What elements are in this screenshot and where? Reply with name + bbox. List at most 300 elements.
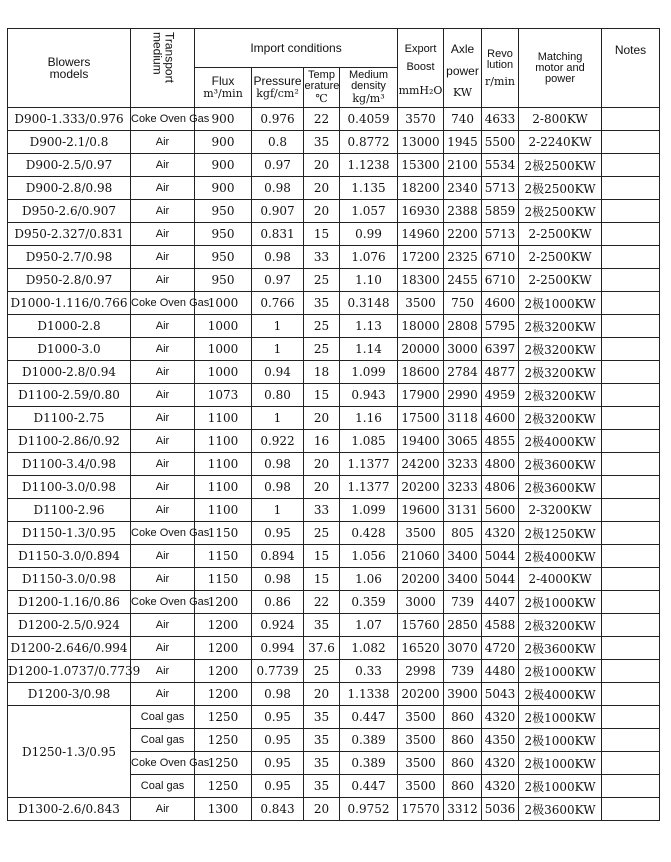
boost-cell: 18300: [398, 269, 444, 292]
model-cell: D950-2.6/0.907: [8, 200, 131, 223]
header-temperature: [304, 68, 340, 108]
flux-cell: 1250: [195, 706, 252, 729]
pressure-cell: 0.98: [252, 683, 304, 706]
power-cell: 3233: [444, 453, 482, 476]
notes-cell: [602, 131, 660, 154]
temp-cell: 22: [304, 108, 340, 131]
flux-cell: 950: [195, 269, 252, 292]
temp-cell: 25: [304, 338, 340, 361]
notes-cell: [602, 384, 660, 407]
flux-cell: 1073: [195, 384, 252, 407]
temp-cell: 35: [304, 752, 340, 775]
temp-cell: 33: [304, 246, 340, 269]
table-row: [8, 154, 660, 177]
header-axle-power: [444, 29, 482, 108]
motor-cell: 2极3200KW: [519, 338, 602, 361]
notes-cell: [602, 269, 660, 292]
motor-cell: 2极3600KW: [519, 476, 602, 499]
rev-cell: 6710: [482, 269, 519, 292]
model-cell: D1200-1.16/0.86: [8, 591, 131, 614]
power-cell: 2455: [444, 269, 482, 292]
rev-cell: 5713: [482, 223, 519, 246]
power-cell: 2325: [444, 246, 482, 269]
medium-cell: Coal gas: [131, 706, 195, 729]
flux-cell: 1200: [195, 614, 252, 637]
model-cell: D1150-1.3/0.95: [8, 522, 131, 545]
boost-cell: 16930: [398, 200, 444, 223]
rev-cell: 4480: [482, 660, 519, 683]
temp-cell: 16: [304, 430, 340, 453]
notes-cell: [602, 706, 660, 729]
pressure-cell: 0.976: [252, 108, 304, 131]
density-cell: 1.13: [340, 315, 398, 338]
notes-cell: [602, 591, 660, 614]
header-matching-motor-label: Matching motor and power: [535, 50, 585, 85]
density-cell: 1.07: [340, 614, 398, 637]
pressure-cell: 1: [252, 338, 304, 361]
header-export-boost-unit: mmH₂O: [398, 83, 443, 97]
flux-cell: 1100: [195, 430, 252, 453]
temp-cell: 35: [304, 706, 340, 729]
header-medium-density-unit: kg/m³: [352, 92, 385, 105]
flux-cell: 1250: [195, 775, 252, 798]
boost-cell: 20200: [398, 476, 444, 499]
motor-cell: 2极1000KW: [519, 706, 602, 729]
motor-cell: 2极3200KW: [519, 315, 602, 338]
temp-cell: 25: [304, 315, 340, 338]
header-revolution-unit: r/min: [485, 74, 516, 88]
medium-cell: Air: [131, 476, 195, 499]
motor-cell: 2极3600KW: [519, 798, 602, 821]
power-cell: 2784: [444, 361, 482, 384]
medium-cell: Coke Oven Gas: [131, 108, 195, 131]
power-cell: 2340: [444, 177, 482, 200]
model-cell: D1000-2.8/0.94: [8, 361, 131, 384]
flux-cell: 1000: [195, 361, 252, 384]
pressure-cell: 0.97: [252, 269, 304, 292]
model-cell: D1150-3.0/0.894: [8, 545, 131, 568]
density-cell: 0.389: [340, 729, 398, 752]
flux-cell: 950: [195, 246, 252, 269]
medium-cell: Air: [131, 246, 195, 269]
table-row: [8, 499, 660, 522]
notes-cell: [602, 476, 660, 499]
header-matching-motor: [519, 29, 602, 108]
density-cell: 0.33: [340, 660, 398, 683]
boost-cell: 19600: [398, 499, 444, 522]
temp-cell: 35: [304, 775, 340, 798]
motor-cell: 2极1000KW: [519, 752, 602, 775]
header-notes-label: Notes: [614, 43, 647, 57]
flux-cell: 900: [195, 131, 252, 154]
density-cell: 0.447: [340, 706, 398, 729]
table-row: [8, 269, 660, 292]
table-row: [8, 568, 660, 591]
temp-cell: 33: [304, 499, 340, 522]
motor-cell: 2极1250KW: [519, 522, 602, 545]
medium-cell: Air: [131, 453, 195, 476]
medium-cell: Air: [131, 177, 195, 200]
model-cell: D1150-3.0/0.98: [8, 568, 131, 591]
notes-cell: [602, 338, 660, 361]
motor-cell: 2极3600KW: [519, 637, 602, 660]
medium-cell: Air: [131, 637, 195, 660]
density-cell: 1.14: [340, 338, 398, 361]
power-cell: 2388: [444, 200, 482, 223]
power-cell: 3118: [444, 407, 482, 430]
rev-cell: 5036: [482, 798, 519, 821]
model-cell: D1100-2.96: [8, 499, 131, 522]
table-row: [8, 798, 660, 821]
motor-cell: 2-2240KW: [519, 131, 602, 154]
model-cell: D900-2.5/0.97: [8, 154, 131, 177]
table-row: [8, 292, 660, 315]
power-cell: 740: [444, 108, 482, 131]
notes-cell: [602, 683, 660, 706]
header-flux-label: Flux: [211, 74, 235, 88]
notes-cell: [602, 154, 660, 177]
temp-cell: 20: [304, 154, 340, 177]
density-cell: 1.082: [340, 637, 398, 660]
notes-cell: [602, 775, 660, 798]
pressure-cell: 0.95: [252, 729, 304, 752]
model-cell: D1300-2.6/0.843: [8, 798, 131, 821]
header-pressure-label: Pressure: [253, 74, 302, 88]
flux-cell: 1100: [195, 407, 252, 430]
table-row: [8, 476, 660, 499]
rev-cell: 4320: [482, 522, 519, 545]
density-cell: 1.1377: [340, 453, 398, 476]
pressure-cell: 0.831: [252, 223, 304, 246]
notes-cell: [602, 522, 660, 545]
pressure-cell: 0.924: [252, 614, 304, 637]
rev-cell: 4350: [482, 729, 519, 752]
motor-cell: 2-2500KW: [519, 246, 602, 269]
medium-cell: Air: [131, 683, 195, 706]
motor-cell: 2极3200KW: [519, 361, 602, 384]
power-cell: 3400: [444, 568, 482, 591]
power-cell: 805: [444, 522, 482, 545]
pressure-cell: 0.7739: [252, 660, 304, 683]
power-cell: 860: [444, 706, 482, 729]
notes-cell: [602, 568, 660, 591]
model-cell: D1100-3.4/0.98: [8, 453, 131, 476]
flux-cell: 1250: [195, 729, 252, 752]
notes-cell: [602, 729, 660, 752]
power-cell: 3065: [444, 430, 482, 453]
pressure-cell: 0.80: [252, 384, 304, 407]
rev-cell: 4600: [482, 292, 519, 315]
density-cell: 0.428: [340, 522, 398, 545]
motor-cell: 2-800KW: [519, 108, 602, 131]
density-cell: 1.085: [340, 430, 398, 453]
model-cell: D1100-3.0/0.98: [8, 476, 131, 499]
notes-cell: [602, 292, 660, 315]
motor-cell: 2极3200KW: [519, 407, 602, 430]
density-cell: 0.943: [340, 384, 398, 407]
header-export-boost: [398, 29, 444, 108]
table-row: [8, 660, 660, 683]
motor-cell: 2极1000KW: [519, 660, 602, 683]
header-flux-unit: m³/min: [203, 87, 243, 100]
medium-cell: Air: [131, 568, 195, 591]
boost-cell: 3000: [398, 591, 444, 614]
motor-cell: 2极3200KW: [519, 384, 602, 407]
density-cell: 0.389: [340, 752, 398, 775]
density-cell: 0.3148: [340, 292, 398, 315]
notes-cell: [602, 453, 660, 476]
boost-cell: 24200: [398, 453, 444, 476]
rev-cell: 4588: [482, 614, 519, 637]
temp-cell: 35: [304, 292, 340, 315]
pressure-cell: 0.994: [252, 637, 304, 660]
temp-cell: 35: [304, 614, 340, 637]
density-cell: 1.06: [340, 568, 398, 591]
pressure-cell: 1: [252, 315, 304, 338]
rev-cell: 5795: [482, 315, 519, 338]
rev-cell: 5534: [482, 154, 519, 177]
notes-cell: [602, 361, 660, 384]
medium-cell: Coke Oven Gas: [131, 522, 195, 545]
power-cell: 2808: [444, 315, 482, 338]
header-revolution-label: Revo lution: [486, 47, 514, 71]
temp-cell: 20: [304, 683, 340, 706]
pressure-cell: 0.98: [252, 476, 304, 499]
header-axle-power-unit: KW: [452, 85, 473, 99]
density-cell: 1.099: [340, 361, 398, 384]
header-pressure-unit: kgf/cm²: [256, 87, 299, 100]
temp-cell: 20: [304, 177, 340, 200]
motor-cell: 2极2500KW: [519, 154, 602, 177]
table-row: [8, 384, 660, 407]
table-row: [8, 177, 660, 200]
density-cell: 0.447: [340, 775, 398, 798]
rev-cell: 5044: [482, 568, 519, 591]
temp-cell: 25: [304, 660, 340, 683]
table-row: [8, 683, 660, 706]
motor-cell: 2极2500KW: [519, 177, 602, 200]
medium-cell: Air: [131, 269, 195, 292]
header-blowers-models-label: Blowers models: [47, 54, 91, 81]
table-row: [8, 522, 660, 545]
density-cell: 1.056: [340, 545, 398, 568]
table-row: [8, 200, 660, 223]
motor-cell: 2-3200KW: [519, 499, 602, 522]
medium-cell: Air: [131, 361, 195, 384]
rev-cell: 6397: [482, 338, 519, 361]
pressure-cell: 0.95: [252, 522, 304, 545]
rev-cell: 5600: [482, 499, 519, 522]
motor-cell: 2极4000KW: [519, 430, 602, 453]
boost-cell: 2998: [398, 660, 444, 683]
temp-cell: 18: [304, 361, 340, 384]
motor-cell: 2极3600KW: [519, 453, 602, 476]
pressure-cell: 0.95: [252, 752, 304, 775]
model-cell: D1100-2.59/0.80: [8, 384, 131, 407]
rev-cell: 6710: [482, 246, 519, 269]
model-cell: D1200-1.0737/0.7739: [8, 660, 131, 683]
pressure-cell: 0.894: [252, 545, 304, 568]
temp-cell: 20: [304, 200, 340, 223]
pressure-cell: 0.766: [252, 292, 304, 315]
rev-cell: 4320: [482, 752, 519, 775]
model-cell: D900-1.333/0.976: [8, 108, 131, 131]
notes-cell: [602, 407, 660, 430]
flux-cell: 950: [195, 223, 252, 246]
motor-cell: 2极1000KW: [519, 292, 602, 315]
notes-cell: [602, 246, 660, 269]
medium-cell: Air: [131, 660, 195, 683]
pressure-cell: 0.95: [252, 706, 304, 729]
flux-cell: 1200: [195, 637, 252, 660]
temp-cell: 15: [304, 223, 340, 246]
flux-cell: 1100: [195, 499, 252, 522]
table-row: [8, 706, 660, 729]
medium-cell: Air: [131, 798, 195, 821]
temp-cell: 25: [304, 269, 340, 292]
density-cell: 1.16: [340, 407, 398, 430]
medium-cell: Air: [131, 545, 195, 568]
flux-cell: 1100: [195, 476, 252, 499]
pressure-cell: 0.86: [252, 591, 304, 614]
table-row: [8, 361, 660, 384]
boost-cell: 19400: [398, 430, 444, 453]
table-row: [8, 545, 660, 568]
density-cell: 0.9752: [340, 798, 398, 821]
notes-cell: [602, 660, 660, 683]
table-row: [8, 108, 660, 131]
rev-cell: 4800: [482, 453, 519, 476]
notes-cell: [602, 315, 660, 338]
flux-cell: 950: [195, 200, 252, 223]
notes-cell: [602, 614, 660, 637]
header-import-conditions: Import conditions: [195, 29, 398, 68]
density-cell: 0.4059: [340, 108, 398, 131]
header-transport-medium: [131, 29, 195, 108]
pressure-cell: 0.98: [252, 453, 304, 476]
medium-cell: Air: [131, 338, 195, 361]
boost-cell: 3500: [398, 775, 444, 798]
motor-cell: 2极4000KW: [519, 683, 602, 706]
pressure-cell: 0.922: [252, 430, 304, 453]
power-cell: 739: [444, 660, 482, 683]
rev-cell: 4806: [482, 476, 519, 499]
header-temperature-unit: ℃: [315, 92, 328, 105]
temp-cell: 15: [304, 545, 340, 568]
boost-cell: 3500: [398, 292, 444, 315]
power-cell: 750: [444, 292, 482, 315]
header-revolution: [482, 29, 519, 108]
model-cell: D900-2.8/0.98: [8, 177, 131, 200]
notes-cell: [602, 430, 660, 453]
density-cell: 1.1377: [340, 476, 398, 499]
power-cell: 3233: [444, 476, 482, 499]
pressure-cell: 0.94: [252, 361, 304, 384]
notes-cell: [602, 108, 660, 131]
density-cell: 0.99: [340, 223, 398, 246]
flux-cell: 1150: [195, 568, 252, 591]
model-cell: D1100-2.75: [8, 407, 131, 430]
power-cell: 739: [444, 591, 482, 614]
medium-cell: Coke Oven Gas: [131, 752, 195, 775]
header-medium-density: [340, 68, 398, 108]
pressure-cell: 1: [252, 499, 304, 522]
flux-cell: 1300: [195, 798, 252, 821]
header-axle-power-label: Axle power: [446, 41, 479, 78]
medium-cell: Coal gas: [131, 729, 195, 752]
spec-table-body: [8, 108, 660, 821]
density-cell: 0.8772: [340, 131, 398, 154]
table-row: [8, 315, 660, 338]
density-cell: 1.1238: [340, 154, 398, 177]
boost-cell: 20000: [398, 338, 444, 361]
medium-cell: Air: [131, 407, 195, 430]
model-cell: D1000-2.8: [8, 315, 131, 338]
density-cell: 1.135: [340, 177, 398, 200]
boost-cell: 20200: [398, 568, 444, 591]
model-cell: D900-2.1/0.8: [8, 131, 131, 154]
rev-cell: 4720: [482, 637, 519, 660]
pressure-cell: 0.98: [252, 177, 304, 200]
table-row: [8, 591, 660, 614]
header-transport-medium-label: Transport medium: [150, 31, 177, 83]
notes-cell: [602, 752, 660, 775]
boost-cell: 3500: [398, 522, 444, 545]
spec-table-wrapper: [7, 28, 660, 821]
medium-cell: Coal gas: [131, 775, 195, 798]
motor-cell: 2极1000KW: [519, 591, 602, 614]
flux-cell: 1200: [195, 683, 252, 706]
flux-cell: 900: [195, 108, 252, 131]
motor-cell: 2极3200KW: [519, 614, 602, 637]
boost-cell: 3570: [398, 108, 444, 131]
flux-cell: 900: [195, 154, 252, 177]
motor-cell: 2极2500KW: [519, 200, 602, 223]
boost-cell: 20200: [398, 683, 444, 706]
boost-cell: 17500: [398, 407, 444, 430]
notes-cell: [602, 798, 660, 821]
boost-cell: 18200: [398, 177, 444, 200]
medium-cell: Air: [131, 315, 195, 338]
header-medium-density-label: Medium density: [348, 69, 389, 92]
blower-spec-table: [7, 28, 660, 821]
header-flux: [195, 68, 252, 108]
header-blowers-models: [8, 29, 131, 108]
header-temperature-label: Temp erature: [304, 69, 340, 92]
flux-cell: 1150: [195, 545, 252, 568]
header-notes: [602, 29, 660, 108]
pressure-cell: 0.95: [252, 775, 304, 798]
power-cell: 3400: [444, 545, 482, 568]
medium-cell: Air: [131, 131, 195, 154]
temp-cell: 20: [304, 407, 340, 430]
power-cell: 860: [444, 729, 482, 752]
motor-cell: 2-2500KW: [519, 223, 602, 246]
temp-cell: 35: [304, 729, 340, 752]
rev-cell: 5859: [482, 200, 519, 223]
density-cell: 1.099: [340, 499, 398, 522]
power-cell: 2850: [444, 614, 482, 637]
boost-cell: 15300: [398, 154, 444, 177]
boost-cell: 3500: [398, 706, 444, 729]
flux-cell: 1100: [195, 453, 252, 476]
temp-cell: 20: [304, 798, 340, 821]
motor-cell: 2极1000KW: [519, 729, 602, 752]
notes-cell: [602, 177, 660, 200]
boost-cell: 15760: [398, 614, 444, 637]
power-cell: 860: [444, 775, 482, 798]
rev-cell: 4855: [482, 430, 519, 453]
